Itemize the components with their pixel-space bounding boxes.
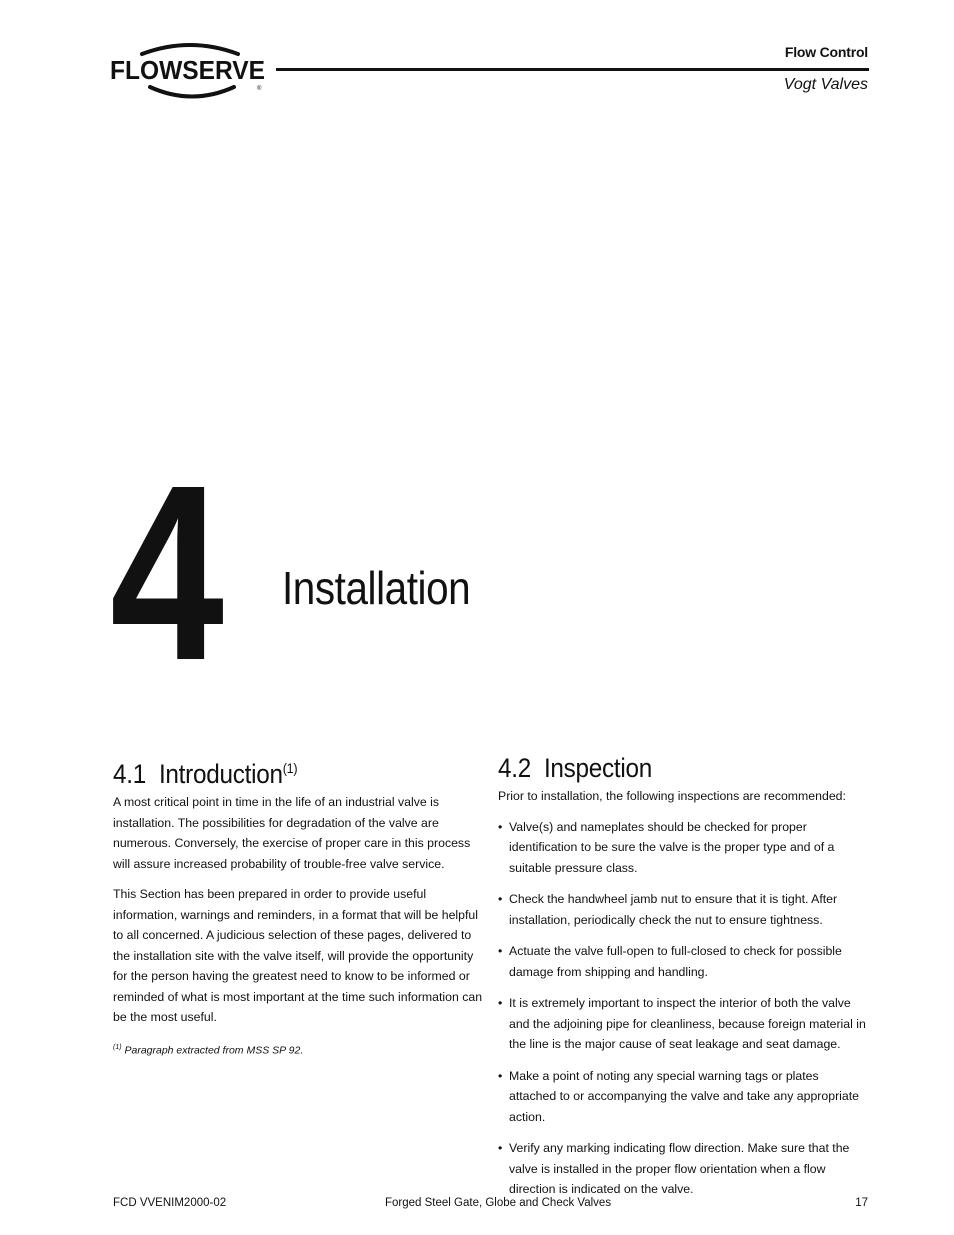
list-item: • Verify any marking indicating flow direction. Make sure that the valve is installed in the proper flow orientation when a flow direction is indicated on the valve. — [498, 1141, 850, 1196]
header-subtitle: Vogt Valves — [783, 76, 868, 93]
flowserve-logo — [110, 40, 270, 102]
list-item: • Check the handwheel jamb nut to ensure that it is tight. After installation, periodically check the nut to ensure tightness. — [498, 892, 838, 927]
logo-wordmark: FLOWSERVE — [110, 55, 265, 85]
list-item: • Actuate the valve full-open to full-closed to check for possible damage from shipping and handling. — [498, 944, 842, 979]
page-number: 17 — [855, 1197, 868, 1209]
list-item: • Make a point of noting any special warning tags or plates attached to or accompanying the valve and take any appropriate action. — [498, 1068, 860, 1124]
chapter-number: 4 — [110, 433, 220, 712]
introduction-paragraph: This Section has been prepared in order to provide useful information, warnings and reminders, in a format that will be helpful to all concerned. A judicious selection of these pages, delivered to the installation site with the valve itself, will provide the opportunity for the person having the greatest need to know to be informed or reminded of what is most important at the time such information can be the most useful. — [113, 887, 483, 1024]
inspection-lead: Prior to installation, the following inspections are recommended: — [498, 789, 846, 803]
chapter-title: Installation — [282, 562, 471, 614]
list-item: • It is extremely important to inspect the interior of both the valve and the adjoining pipe for cleanliness, because foreign material in the line is the major cause of seat leakage and seat damage. — [498, 996, 866, 1051]
inspection-heading: 4.2 Inspection — [498, 753, 653, 783]
footnote: $^{(1)}$ Paragraph extracted from MSS SP 92. — [113, 1043, 304, 1056]
introduction-section — [113, 752, 485, 1061]
introduction-paragraph: A most critical point in time in the life of an industrial valve is installation. The possibilities for degradation of the valve are numerous. Conversely, the exercise of proper care in this process will assure increased probability of trouble-free valve service. — [113, 795, 471, 871]
header-rule — [276, 68, 869, 71]
svg-text:®: ® — [257, 86, 262, 92]
footer-doc-code: FCD VVENIM2000-02 — [113, 1197, 227, 1209]
inspection-list — [498, 817, 868, 1200]
introduction-heading: 4.1 Introduction$^{(1)}$ — [113, 759, 298, 789]
inspection-section — [498, 752, 868, 1211]
list-item: • Valve(s) and nameplates should be checked for proper identification to be sure the valve is the proper type and of a suitable pressure class. — [498, 819, 835, 875]
header-title: Flow Control — [784, 44, 868, 60]
footer-doc-title: Forged Steel Gate, Globe and Check Valves — [385, 1197, 612, 1209]
